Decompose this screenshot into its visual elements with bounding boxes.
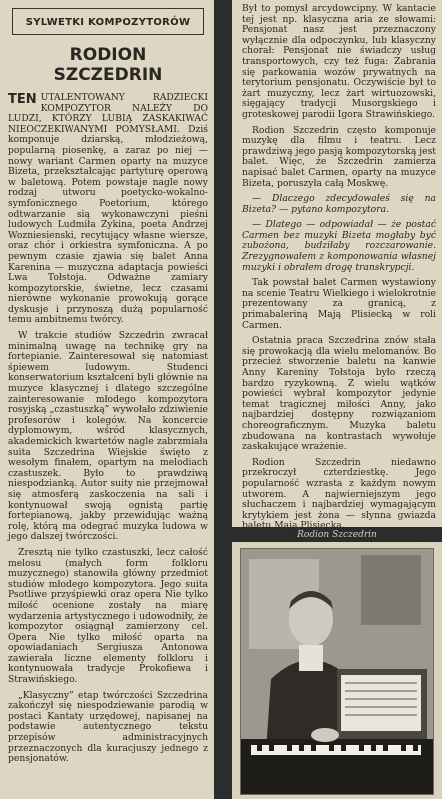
paragraph [8,93,208,326]
paragraph: Był to pomysł arcydowcipny. W kantacie tej jest np. klasyczna aria ze słowami: Pensjonat nasz jest przeznaczony wyłącznie dla odpoczynku, lub klasyczny chorał: Pensjonat nie świadczy usług transportowych, czy też fuga: Zabrania się parkowania wozów prywatnych na terytorium pensjonatu. Oczywiście był to żart muzyczny, lecz żart wirtuozowski, sięgający tradycji Musorgskiego i groteskowej parodii Igora Strawińskiego. [242,3,436,120]
photo-caption: Rodion Szczedrin [297,530,377,540]
article-title [8,45,208,85]
paragraph: Tak powstał balet Carmen wystawiony na scenie Teatru Wielkiego i wielokrotnie prezentowany za granicą, z primabaleriną Mają Plisiecką w roli Carmen. [242,277,436,331]
portrait-photo [240,548,434,795]
paragraph: Ostatnia praca Szczedrina znów stała się prowokacją dla wielu melomanów. Bo przecież stworzenie baletu na kanwie Anny Kareniny Tołstoja było rzeczą bardzo ryzykowną. Z wielu wątków powieści wybrał kompozytor jedynie temat tragicznej miłości Anny, jako najbardziej dostępny rozwiązaniom choreograficznym. Muzyka baletu zbudowana na kontrastach wywołuje zaskakujące wrażenie. [242,335,436,453]
title-line-2: SZCZEDRIN [53,65,163,85]
portrait-illustration [241,549,433,794]
paragraph: Rodion Szczedrin często komponuje muzykę dla filmu i teatru. Lecz prawdziwą jego pasją kompozytorską jest balet. Więc, że Szczedrin zamierza napisać balet Carmen, oparty na muzyce Bizeta, poruszyła całą Moskwę. [242,124,436,189]
photo-panel [232,542,442,799]
right-column [232,0,442,799]
paragraph: Rodion Szczedrin niedawno przekroczył czterdziestkę. Jego popularność wzrasta z każdym nowym utworem. A najwierniejszym jego słuchaczem i najbardziej wymagającym krytykiem jest żona — słynna gwiazda baletu Maja Plisiecka. [242,456,436,532]
right-text-block [232,0,442,532]
series-heading: SYLWETKI KOMPOZYTORÓW [12,8,204,35]
paragraph: W trakcie studiów Szczedrin zwracał minimalną uwagę na technikę gry na fortepianie. Zainteresował się natomiast śpiewem ludowym. Studenci konserwatorium kształceni byli głównie na muzyce klasycznej i dlatego szczególne zainteresowanie młodego kompozytora rosyjską „czastuszką” wywołało zdziwienie profesorów i kolegów. Na koncercie dyplomowym, wśród klasycznych, akademickich kwartetów nagle zabrzmiała suita Szczedrina Wiejskie święto z wesołym finałem, opartym na melodiach czastuszek. Było to prawdziwą niespodzianką. Autor suity nie przejmował się atmosferą zaskoczenia na sali i kontynuował swoją ognistą partię fortepianową, jakby przewidując ważną rolę, którą ma odegrać muzyka ludowa w jego dalszej twórczości. [8,330,208,543]
left-column [0,0,214,799]
paragraph: — Dlaczego zdecydowałeś się na Bizeta? — pytano kompozytora. [242,193,436,215]
title-line-1: RODION [69,45,147,65]
dropcap: TEN [8,92,37,107]
paragraph: — Dlatego — odpowiadał — że postać Carmen bez muzyki Bizeta mogłaby być zubożona, budziłaby rozczarowanie. Zrezygnowałem z komponowania własnej muzyki i obrałem drogę transkrypcji. [242,219,436,273]
paragraph: „Klasyczny” etap twórczości Szczedrina zakończył się niespodziewanie parodią w postaci Kantaty urzędowej, napisanej na podstawie autentycznego tekstu przepisów administracyjnych przeznaczonych dla kuracjuszy jednego z pensjonatów. [8,689,208,765]
paragraph-text: UTALENTOWANY RADZIECKI KOMPOZYTOR NALEŻY DO LUDZI, KTÓRZY LUBIĄ ZASKAKIWAĆ NIEOCZEKIWANYMI POMYSŁAMI. Dziś komponuje dziarską, młodzieżową, popularną piosenkę, a zaraz po niej — nowy wariant Carmen oparty na muzyce Bizeta, przekształcając partyturę operową w baletową. Potem powstaje nagle nowy rodzaj utworu poetycko-wokalno-symfonicznego Poetorium, którego odtwarzanie sią wykonawczyni pieśni ludowych Ludmiła Zykina, poeta Andrzej Wozniesienski, recytujący własne wiersze, oraz chór i orkiestra symfoniczna. A po pewnym czasie zjawia się balet Anna Karenina — muzyczna adaptacja powieści Lwa Tołstoja. Odważne zamiary kompozytorskie, świetne, lecz czasami nierówne wykonanie prowokują gorące dyskusje i przynoszą dużą popularność temu ambitnemu twórcy. [8,92,208,326]
paragraph: Zresztą nie tylko czastuszki, lecz całość melosu (małych form folkloru muzycznego) stanowiła główny przedmiot studiów młodego kompozytora. Jego suita Psotliwe przyśpiewki oraz opera Nie tylko miłość ocenione zostały na miarę wydarzenia artystycznego i udowodniły, że kompozytor osiągnął zamierzony cel. Opera Nie tylko miłość oparta na opowiadaniach Sergiusza Antonowa zawierała liczne elementy folkloru i kontynuowała tradycje Prokofiewa i Strawińskiego. [8,546,208,686]
